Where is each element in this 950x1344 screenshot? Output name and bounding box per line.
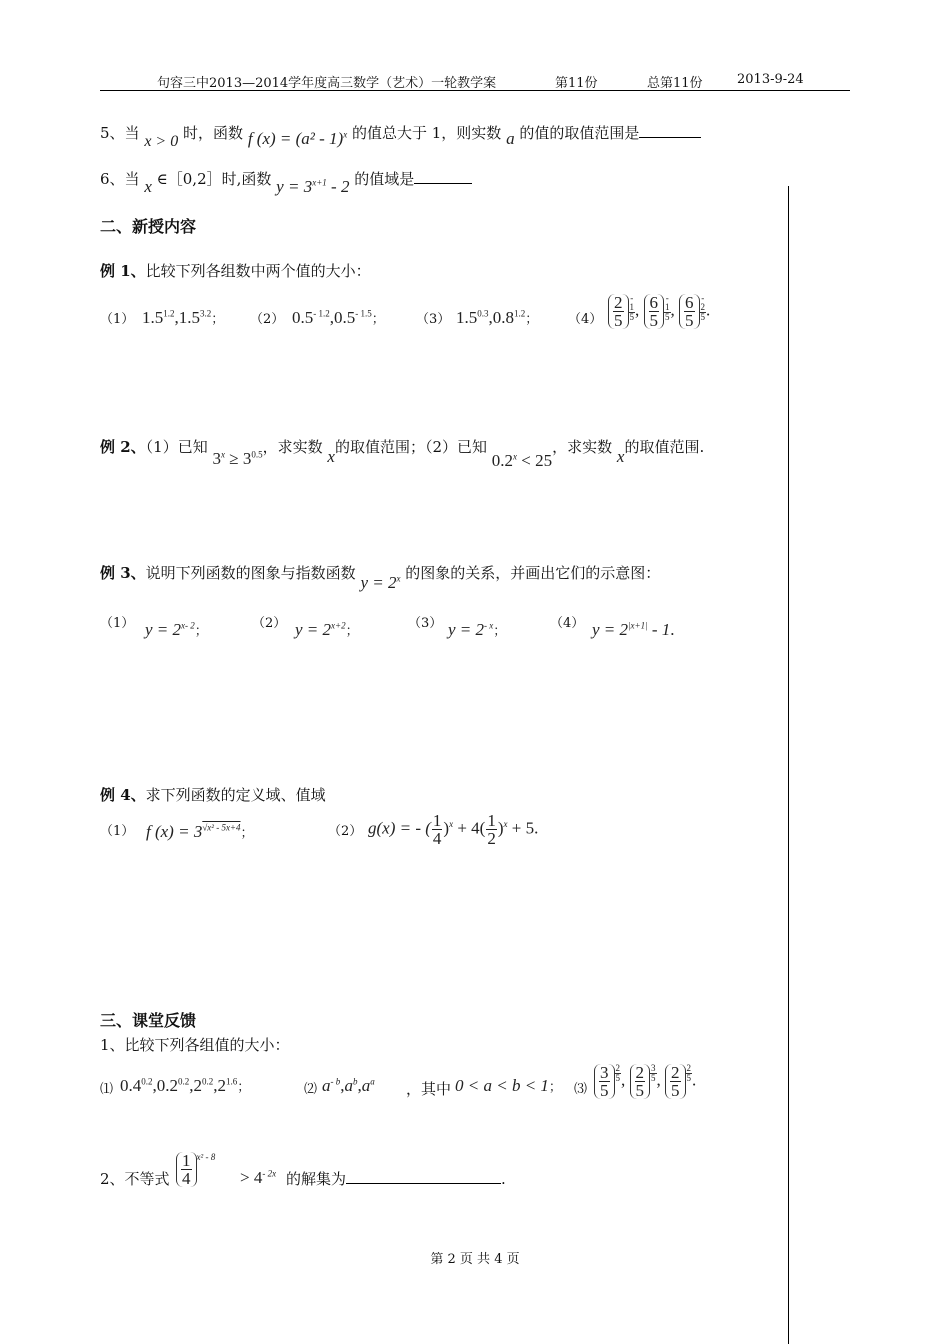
example-3-label: 例 3、 [100, 564, 146, 582]
ex3-part-4-label: （4） [550, 616, 585, 631]
ex4-part-1-label: （1） [100, 824, 135, 839]
page-footer: 第 2 页 共 4 页 [430, 1252, 520, 1267]
ex3-part-1-expr: $y = 2^{x- 2}$； [145, 620, 208, 639]
ex1-part-2-label: （2） [250, 312, 285, 327]
page-header [100, 72, 850, 90]
q6-answer-blank[interactable] [414, 183, 472, 184]
ex3-text-1: 说明下列函数的图象与指数函数 [145, 564, 356, 582]
ex2-variable-2: x [616, 447, 625, 466]
ex3-text-2: 的图象的关系，并画出它们的示意图： [405, 564, 661, 582]
q5-text-2: 的值总大于 1，则实数 [352, 124, 502, 142]
ex1-part-3-expr: $1.5^{0.3},0.8^{1.2}$； [456, 308, 539, 327]
q5-condition: x > 0 [144, 133, 179, 150]
q5-variable: a [506, 129, 515, 148]
question-6 [100, 168, 472, 196]
ex3-part-3-label: （3） [408, 616, 443, 631]
ex4-part-2-label: （2） [328, 824, 363, 839]
ex1-part-3-label: （3） [416, 312, 451, 327]
ex2-text-4: ，求实数 [552, 438, 613, 456]
ex4-part-2-expr: g(x) = - ( $\frac{1}{4}$ )$^x$ + 4( $\frac{1}{2}$ )$^x$ + 5. [368, 811, 539, 848]
ex1-part-4-expr: $\frac{2}{5}$ - 1 5 , $\frac{6}{5}$ - 1 5 , $\frac{6}{5}$ - 2 5 . [608, 294, 710, 329]
fb2-inequality: $\frac{1}{4}$ $^{x^2 - 8}$ [176, 1152, 215, 1187]
q6-number: 6、当 [100, 170, 140, 188]
ex3-part-1-label: （1） [100, 616, 135, 631]
fb2-text-1: 2、不等式 [100, 1170, 170, 1188]
header-total-number: 总第11份 [647, 76, 703, 91]
ex3-part-4-expr: $y = 2^{|x+1|} - 1$. [592, 620, 675, 639]
fb1-part-1-expr: $0.4^{0.2},0.2^{0.2},2^{0.2},2^{1.6}$； [120, 1076, 251, 1095]
example-1-text: 比较下列各组数中两个值的大小： [145, 262, 371, 280]
section-2-title: 二、新授内容 [100, 217, 197, 236]
q6-variable: x [144, 177, 152, 196]
ex1-part-4-label: （4） [568, 312, 603, 327]
ex4-part-1-expr: f $(x) = 3^{√x^2 - 5x+4}$； [146, 822, 254, 841]
fb1-part-2-expr: $a^{- b},a^b,a^a$ [322, 1076, 375, 1095]
q6-text-2: 的值域是 [354, 170, 415, 188]
ex2-condition-2: 0.2$^x$ < 25 [491, 451, 553, 470]
ex1-part-1-label: （1） [100, 312, 135, 327]
example-4-text: 求下列函数的定义域、值域 [145, 786, 326, 804]
example-4-prompt [100, 784, 326, 805]
ex1-part-2-expr: $0.5^{- 1.2},0.5^{- 1.5}$； [292, 308, 385, 327]
ex3-part-2-label: （2） [252, 616, 287, 631]
fb2-text-2: 的解集为 . [286, 1170, 506, 1188]
example-1-prompt [100, 260, 371, 281]
example-3-prompt [100, 562, 661, 592]
fb1-part-2-label: ⑵ [304, 1082, 318, 1097]
example-2 [100, 436, 705, 470]
example-1-label: 例 1、 [100, 262, 146, 280]
header-date: 2013-9-24 [737, 72, 804, 87]
ex2-text-2: ，求实数 [262, 438, 323, 456]
q5-function: f (x) = (a² - 1)$^x$ [247, 129, 348, 148]
question-5 [100, 122, 701, 150]
ex2-condition-1: $3^x \ge 3^{0.5}$ [212, 449, 263, 468]
feedback-1-prompt: 1、比较下列各组值的大小： [100, 1036, 290, 1054]
ex3-part-3-expr: $y = 2^{- x}$； [448, 620, 507, 639]
fb1-part-2-text: ，其中 [406, 1080, 452, 1098]
ex2-text-3: 的取值范围；（2）已知 [334, 438, 487, 456]
ex2-text-5: 的取值范围. [624, 438, 705, 456]
fb1-part-2-condition: 0 < a < b < 1； [455, 1076, 562, 1095]
example-4-label: 例 4、 [100, 786, 146, 804]
example-3-items [100, 612, 700, 642]
fb1-part-3-expr: $\frac{3}{5}$ $\frac{2}{5}$ , $\frac{2}{5}$ $\frac{3}{5}$ , $\frac{2}{5}$ $\frac{2}{5}$ . [594, 1064, 696, 1099]
ex2-variable-1: x [327, 447, 335, 466]
ex3-base-function: $y = 2^x$ [360, 573, 401, 592]
ex3-part-2-expr: $y = 2^{x+2}$； [295, 620, 359, 639]
q5-answer-blank[interactable] [639, 137, 701, 138]
header-school-title: 句容三中2013—2014学年度高三数学（艺术）一轮教学案 [157, 76, 497, 91]
ex2-text-1: （1）已知 [145, 438, 208, 456]
feedback-2 [100, 1150, 700, 1204]
q6-text-1: ∈［0,2］时,函数 [156, 170, 272, 188]
header-rule [100, 90, 850, 91]
fb1-part-1-label: ⑴ [100, 1082, 114, 1097]
q6-function: $y = 3^{x+1} - 2$ [276, 177, 350, 196]
section-3-title: 三、课堂反馈 [100, 1011, 197, 1030]
ex1-part-1-expr: $1.5^{1.2},1.5^{3.2}$； [142, 308, 225, 327]
q5-text-1: 时，函数 [183, 124, 244, 142]
fb1-part-3-label: ⑶ [574, 1082, 588, 1097]
margin-rule [788, 186, 789, 1344]
fb2-answer-blank[interactable] [346, 1183, 501, 1184]
feedback-1-items [100, 1063, 790, 1118]
header-copy-number: 第11份 [555, 76, 598, 91]
example-2-label: 例 2、 [100, 438, 146, 456]
fb2-rhs: > $4^{- 2x}$ [240, 1168, 277, 1187]
example-4-items [100, 811, 700, 860]
q5-number: 5、当 [100, 124, 140, 142]
q5-text-3: 的值的取值范围是 [519, 124, 640, 142]
